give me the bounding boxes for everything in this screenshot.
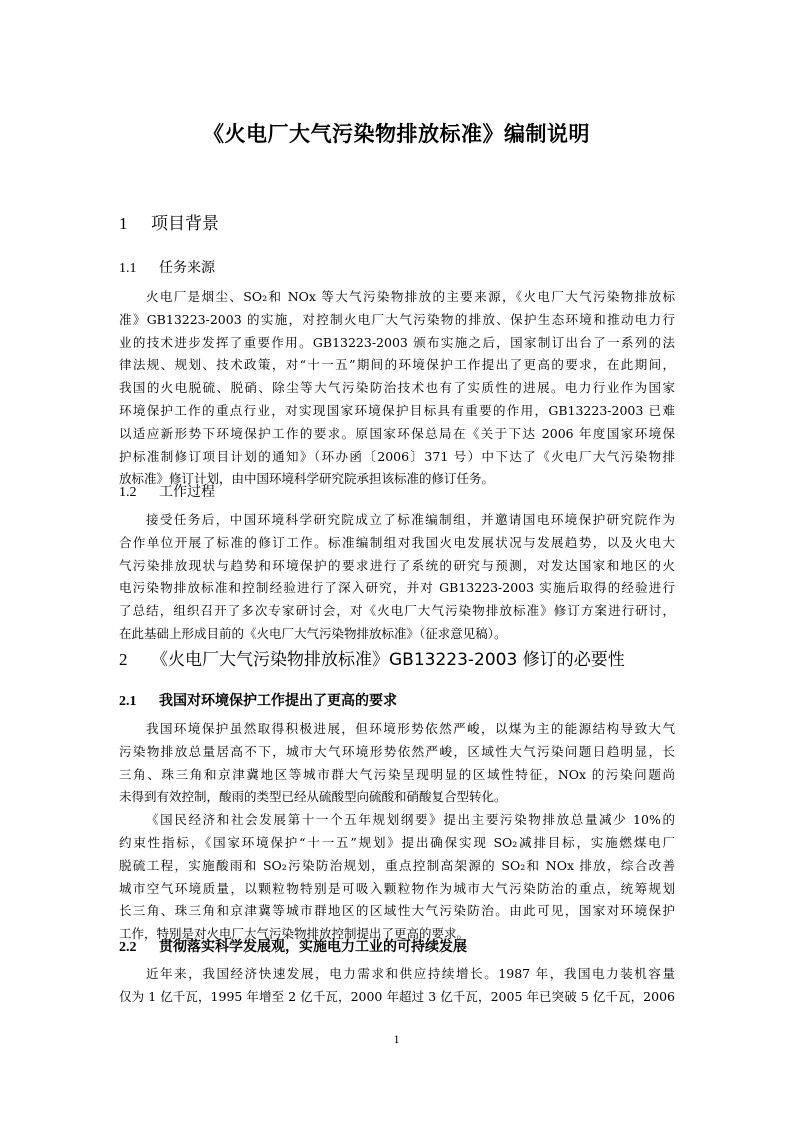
section-title: 任务来源 <box>159 260 215 276</box>
section-2-2-heading <box>119 937 467 958</box>
text-line: 《国民经济和社会发展第十一个五年规划纲要》提出主要污染物排放总量减少 10%的 <box>146 812 675 828</box>
text-line: 我国的火电脱硫、脱硝、除尘等大气污染防治技术也有了实质性的进展。电力行业作为国家 <box>119 380 675 396</box>
section-title: 项目背景 <box>151 214 219 234</box>
text-line: 合作单位开展了标准的修订工作。标准编制组对我国火电发展状况与发展趋势，以及火电大 <box>119 534 675 550</box>
paragraph-work-process <box>119 509 675 646</box>
page-number: 1 <box>393 1032 400 1046</box>
text-line: 长三角、珠三角和京津冀等城市群地区的区域性大气污染防治。由此可见，国家对环境保护 <box>119 903 675 919</box>
text-line: 准》GB13223-2003 的实施，对控制火电厂大气污染物的排放、保护生态环境和推动电力行 <box>119 311 675 327</box>
text-line: 护标准制修订项目计划的通知》（环办函〔2006〕371 号）中下达了《火电厂大气污染物排 <box>119 448 675 464</box>
text-line: 电污染物排放标准和控制经验进行了深入研究，并对 GB13223-2003 实施后取得的经验进行 <box>119 580 675 596</box>
section-2-heading <box>119 648 625 672</box>
section-2-1-heading <box>119 691 397 712</box>
section-title: 工作过程 <box>159 484 215 500</box>
section-1-2-heading <box>119 482 215 503</box>
text-line: 了总结，组织召开了多次专家研讨会，对《火电厂大气污染物排放标准》修订方案进行研讨， <box>119 603 675 619</box>
paragraph-requirements <box>119 718 675 946</box>
section-number: 1 <box>119 214 128 233</box>
section-title: 《火电厂大气污染物排放标准》GB13223-2003 修订的必要性 <box>151 650 625 670</box>
text-line: 约束性指标，《国家环境保护“十一五”规划》提出确保实现 SO₂减排目标，实施燃煤电厂 <box>119 834 675 850</box>
section-title: 我国对环境保护工作提出了更高的要求 <box>159 693 397 709</box>
text-line: 未得到有效控制，酸雨的类型已经从硫酸型向硫酸和硝酸复合型转化。 <box>119 789 507 805</box>
text-line: 在此基础上形成目前的《火电厂大气污染物排放标准》（征求意见稿）。 <box>119 625 507 641</box>
text-line: 环境保护工作的重点行业，对实现国家环境保护目标具有重要的作用，GB13223-2003 已难 <box>119 402 675 418</box>
text-line: 工作，特别是对火电厂大气污染物排放控制提出了更高的要求。 <box>119 926 470 942</box>
paragraph-task-source <box>119 286 675 491</box>
section-number: 2.1 <box>119 694 137 709</box>
text-line: 我国环境保护虽然取得积极进展，但环境形势依然严峻，以煤为主的能源结构导致大气 <box>146 721 675 736</box>
text-line: 业的技术进步发挥了重要作用。GB13223-2003 颁布实施之后，国家制订出台了一系列的法 <box>119 334 675 350</box>
paragraph-sustainable-development <box>119 963 675 1009</box>
section-number: 2 <box>119 650 128 669</box>
section-title: 贯彻落实科学发展观，实施电力工业的可持续发展 <box>159 939 467 955</box>
text-line: 城市空气环境质量，以颗粒物特别是可吸入颗粒物作为城市大气污染防治的重点，统筹规划 <box>119 880 675 896</box>
text-line: 污染物排放总量居高不下，城市大气环境形势依然严峻，区域性大气污染问题日趋明显，长 <box>119 743 675 759</box>
text-line: 仅为 1 亿千瓦，1995 年增至 2 亿千瓦，2000 年超过 3 亿千瓦，2005 年已突破 5 亿千瓦，2006 <box>119 988 675 1004</box>
text-line: 放标准》修订计划，由中国环境科学研究院承担该标准的修订任务。 <box>119 471 495 487</box>
section-1-heading <box>119 212 219 236</box>
section-number: 2.2 <box>119 940 137 955</box>
text-line: 接受任务后，中国环境科学研究院成立了标准编制组，并邀请国电环境保护研究院作为 <box>146 512 675 527</box>
text-line: 气污染排放现状与趋势和环境保护的要求进行了系统的研究与预测，对发达国家和地区的火 <box>119 557 675 573</box>
text-line: 三角、珠三角和京津冀地区等城市群大气污染呈现明显的区域性特征，NOx 的污染问题尚 <box>119 766 675 782</box>
section-number: 1.1 <box>119 261 137 276</box>
section-number: 1.2 <box>119 485 137 500</box>
text-line: 近年来，我国经济快速发展，电力需求和供应持续增长。1987 年，我国电力装机容量 <box>146 966 675 981</box>
section-1-1-heading <box>119 258 215 279</box>
text-line: 律法规、规划、技术政策，对“十一五”期间的环境保护工作提出了更高的要求，在此期间， <box>119 357 675 373</box>
text-line: 以适应新形势下环境保护工作的要求。原国家环保总局在《关于下达 2006 年度国家环境保 <box>119 425 675 441</box>
text-line: 火电厂是烟尘、SO₂和 NOx 等大气污染物排放的主要来源，《火电厂大气污染物排放标 <box>146 289 675 304</box>
document-title: 《火电厂大气污染物排放标准》编制说明 <box>203 122 590 146</box>
text-line: 脱硫工程，实施酸雨和 SO₂污染防治规划，重点控制高架源的 SO₂和 NOx 排放，综合改善 <box>119 857 675 873</box>
